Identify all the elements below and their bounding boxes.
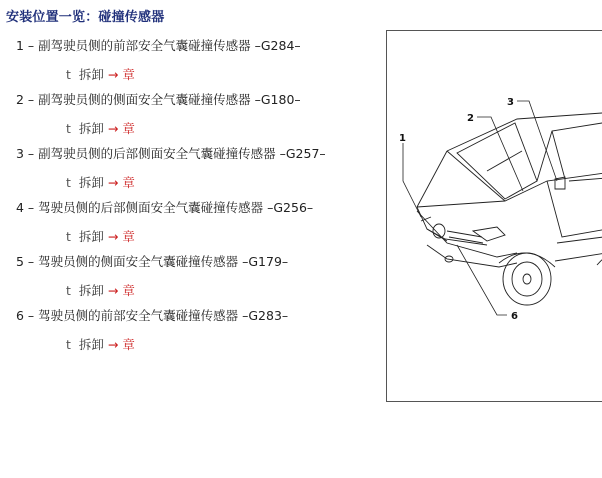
item-title: 1 – 副驾驶员侧的前部安全气囊碰撞传感器 –G284–	[16, 38, 301, 53]
chapter-link[interactable]: → 章	[107, 67, 135, 82]
remove-label: 拆卸	[78, 121, 104, 136]
sensor-list	[10, 36, 380, 360]
callout-2: 2	[467, 113, 474, 124]
vehicle-drawing	[387, 31, 602, 402]
page-title: 安装位置一览：碰撞传感器	[6, 10, 165, 25]
list-item	[10, 198, 380, 252]
bullet: t	[66, 121, 71, 136]
item-sub	[66, 227, 135, 245]
chapter-link[interactable]: → 章	[107, 229, 135, 244]
list-item	[10, 252, 380, 306]
item-sub	[66, 281, 135, 299]
list-item	[10, 144, 380, 198]
chapter-link[interactable]: → 章	[107, 121, 135, 136]
item-title: 6 – 驾驶员侧的前部安全气囊碰撞传感器 –G283–	[16, 308, 289, 323]
callout-6: 6	[511, 311, 518, 322]
item-sub	[66, 335, 135, 353]
list-item	[10, 90, 380, 144]
item-sub	[66, 173, 135, 191]
remove-label: 拆卸	[78, 283, 104, 298]
bullet: t	[66, 337, 71, 352]
chapter-link[interactable]: → 章	[107, 175, 135, 190]
bullet: t	[66, 175, 71, 190]
item-title: 3 – 副驾驶员侧的后部侧面安全气囊碰撞传感器 –G257–	[16, 146, 326, 161]
remove-label: 拆卸	[78, 229, 104, 244]
list-item	[10, 36, 380, 90]
remove-label: 拆卸	[78, 337, 104, 352]
bullet: t	[66, 283, 71, 298]
bullet: t	[66, 67, 71, 82]
chapter-link[interactable]: → 章	[107, 337, 135, 352]
chapter-link[interactable]: → 章	[107, 283, 135, 298]
callout-1: 1	[399, 133, 406, 144]
callout-3: 3	[507, 97, 514, 108]
bullet: t	[66, 229, 71, 244]
remove-label: 拆卸	[78, 67, 104, 82]
item-title: 2 – 副驾驶员侧的侧面安全气囊碰撞传感器 –G180–	[16, 92, 301, 107]
vehicle-figure	[386, 30, 602, 402]
item-sub	[66, 65, 135, 83]
item-sub	[66, 119, 135, 137]
item-title: 4 – 驾驶员侧的后部侧面安全气囊碰撞传感器 –G256–	[16, 200, 314, 215]
list-item	[10, 306, 380, 360]
remove-label: 拆卸	[78, 175, 104, 190]
item-title: 5 – 驾驶员侧的侧面安全气囊碰撞传感器 –G179–	[16, 254, 289, 269]
